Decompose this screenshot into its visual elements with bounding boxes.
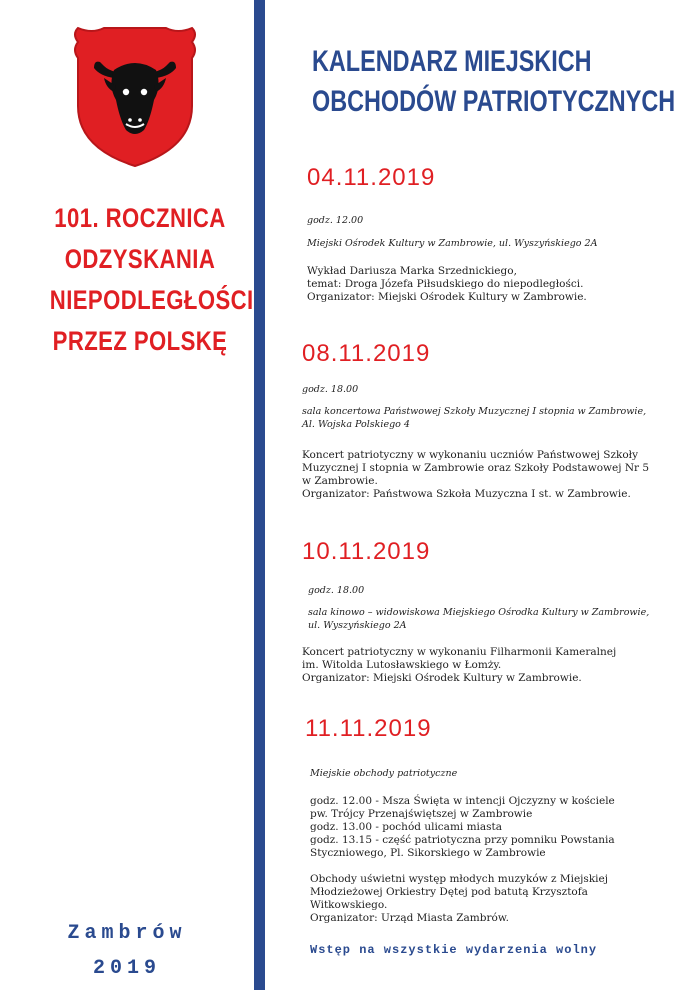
event-description-line: Styczniowego, Pl. Sikorskiego w Zambrowie [310, 847, 546, 859]
event-description-line: w Zambrowie. [302, 475, 378, 487]
page-title [312, 42, 676, 122]
event-date: 11.11.2019 [305, 715, 432, 742]
anniversary-line: NIEPODLEGŁOŚCI [49, 285, 254, 315]
event-description-line: Koncert patriotyczny w wykonaniu Filharmonii Kameralnej [302, 646, 617, 658]
event-place-line: ul. Wyszyńskiego 2A [308, 620, 407, 631]
free-admission-note: Wstęp na wszystkie wydarzenia wolny [310, 943, 598, 957]
event-place [302, 405, 646, 431]
event-place-line: sala koncertowa Państwowej Szkoły Muzycznej I stopnia w Zambrowie, [302, 406, 647, 417]
event-place [310, 767, 457, 780]
event-description-line: im. Witolda Lutosławskiego w Łomży. [302, 659, 502, 671]
event-description-line: godz. 12.00 - Msza Święta w intencji Ojczyzny w kościele [310, 795, 615, 807]
event-description-line: Muzycznej I stopnia w Zambrowie oraz Szkoły Podstawowej Nr 5 [302, 462, 650, 474]
event-place-line: Miejski Ośrodek Kultury w Zambrowie, ul. Wyszyńskiego 2A [307, 238, 598, 249]
event-description-line: temat: Droga Józefa Piłsudskiego do niepodległości. [307, 278, 584, 290]
event-description-line: Organizator: Urząd Miasta Zambrów. [310, 912, 509, 924]
town-crest-icon [70, 20, 200, 170]
anniversary-line: PRZEZ POLSKĘ [52, 326, 228, 356]
event-description-line: godz. 13.00 - pochód ulicami miasta [310, 821, 503, 833]
event-description [302, 646, 616, 685]
event-description-line: Organizator: Miejski Ośrodek Kultury w Zambrowie. [302, 672, 582, 684]
event-place [308, 606, 649, 632]
event-place [307, 237, 597, 250]
event-description-line: Koncert patriotyczny w wykonaniu uczniów Państwowej Szkoły [302, 449, 638, 461]
event-description-line [310, 860, 615, 873]
event-time: godz. 18.00 [308, 585, 365, 596]
event-place-line: sala kinowo – widowiskowa Miejskiego Ośrodka Kultury w Zambrowie, [308, 607, 650, 618]
vertical-divider [254, 0, 265, 990]
anniversary-line: ODZYSKANIA [64, 244, 216, 274]
event-place-line: Miejskie obchody patriotyczne [310, 768, 458, 779]
event-place-line: Al. Wojska Polskiego 4 [302, 419, 410, 430]
event-description-line: Organizator: Miejski Ośrodek Kultury w Zambrowie. [307, 291, 587, 303]
anniversary-heading [49, 198, 254, 362]
event-date: 08.11.2019 [302, 340, 431, 367]
title-line: OBCHODÓW PATRIOTYCZNYCH [312, 85, 676, 118]
year-label: 2019 [92, 957, 161, 980]
event-description-line: Wykład Dariusza Marka Srzednickiego, [307, 265, 517, 277]
anniversary-line: 101. ROCZNICA [54, 203, 226, 233]
title-line: KALENDARZ MIEJSKICH [312, 45, 592, 78]
event-date: 10.11.2019 [302, 538, 431, 565]
event-description-line: Obchody uświetni występ młodych muzyków z Miejskiej [310, 873, 609, 885]
event-description [307, 265, 587, 304]
event-description-line: godz. 13.15 - część patriotyczna przy pomniku Powstania [310, 834, 615, 846]
event-description-line: Młodzieżowej Orkiestry Dętej pod batutą Krzysztofa [310, 886, 588, 898]
event-description-line: pw. Trójcy Przenajświętszej w Zambrowie [310, 808, 533, 820]
event-description [302, 449, 649, 501]
event-description-line: Witkowskiego. [310, 899, 388, 911]
event-time: godz. 12.00 [307, 215, 364, 226]
town-name: Zambrów [67, 922, 187, 945]
event-description-line: Organizator: Państwowa Szkoła Muzyczna I st. w Zambrowie. [302, 488, 631, 500]
event-time: godz. 18.00 [302, 384, 359, 395]
event-date: 04.11.2019 [307, 164, 436, 191]
event-description [310, 795, 615, 925]
